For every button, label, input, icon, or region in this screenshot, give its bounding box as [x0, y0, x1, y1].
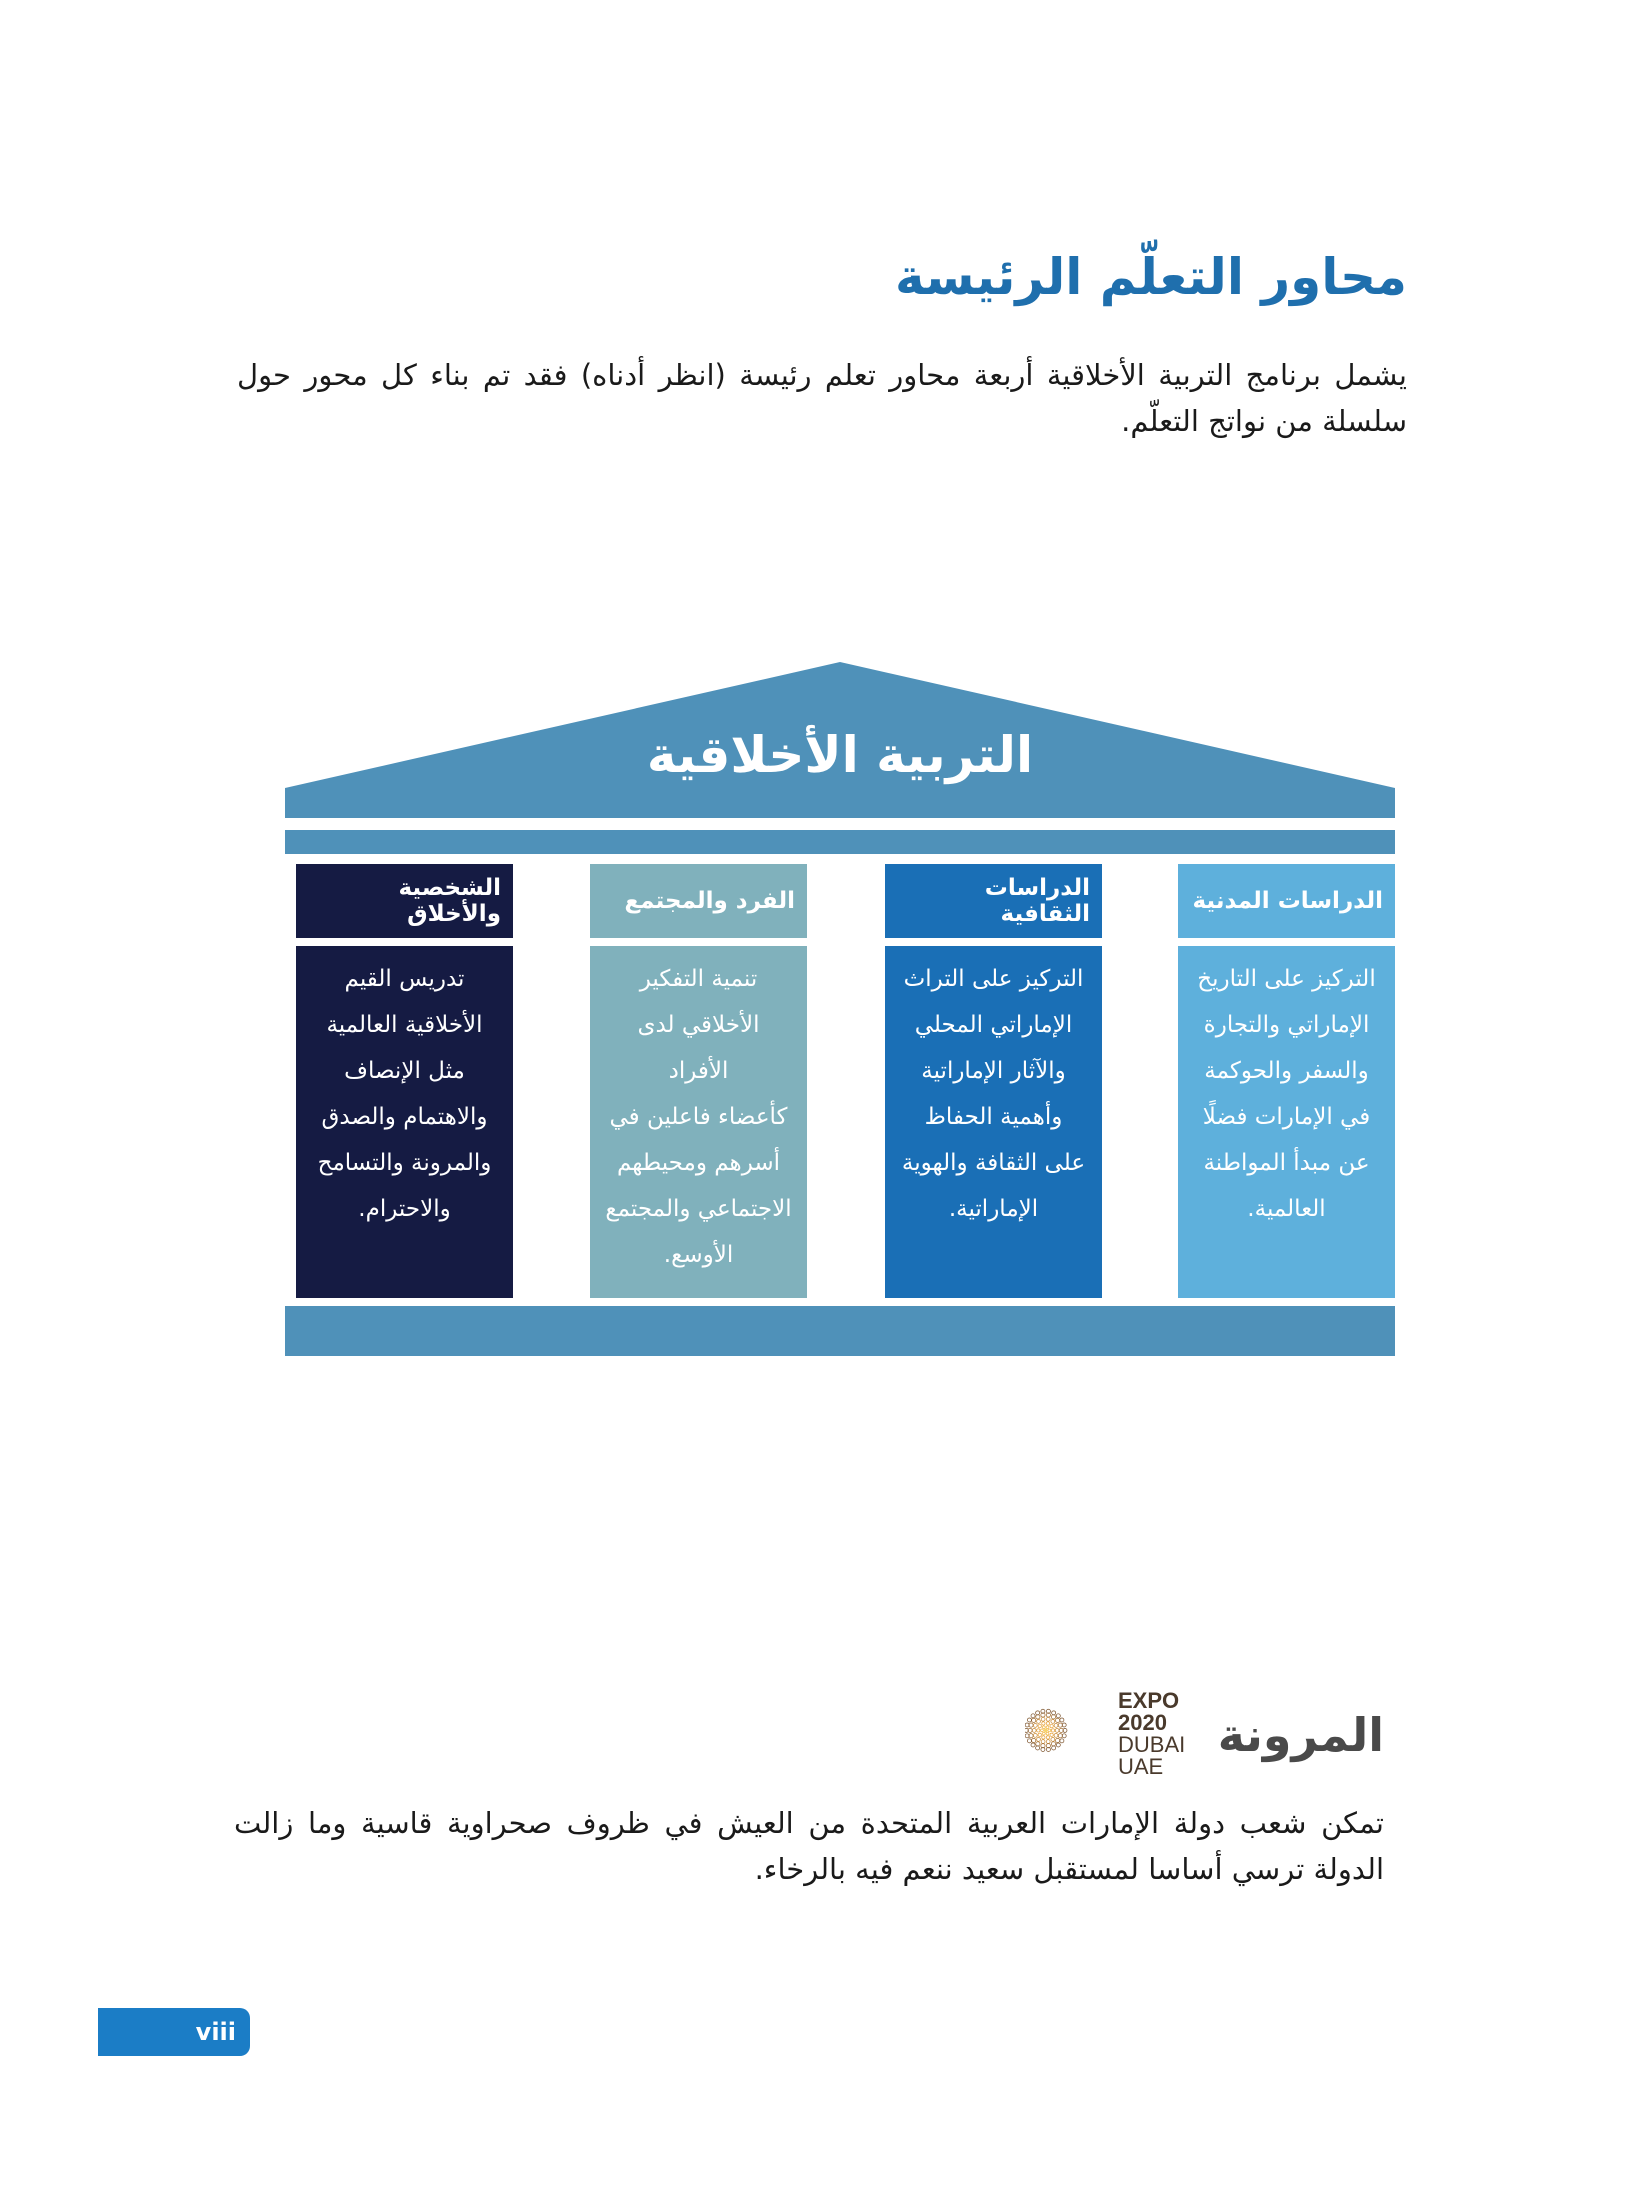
- pillar-description: [1178, 946, 1395, 1298]
- logo-dot: [1046, 1736, 1049, 1739]
- logo-dot: [1031, 1743, 1035, 1747]
- pillar-line: والمرونة والتسامح: [317, 1150, 492, 1176]
- expo-line: EXPO: [1118, 1688, 1180, 1713]
- pillar-heading: الدراسات الثقافية: [885, 864, 1102, 938]
- pillar-line: الإماراتية.: [948, 1196, 1039, 1222]
- pillar-line: عن مبدأ المواطنة: [1203, 1150, 1370, 1176]
- logo-dot: [1032, 1728, 1036, 1732]
- logo-dot: [1041, 1729, 1044, 1732]
- logo-dot: [1055, 1728, 1059, 1732]
- temple-beam: [285, 830, 1395, 854]
- logo-dot: [1033, 1723, 1037, 1727]
- pillar-line: التركيز على التاريخ: [1197, 966, 1376, 992]
- pillar-line: والاحترام.: [358, 1196, 451, 1222]
- logo-dot: [1032, 1718, 1036, 1722]
- pillar-description: [885, 946, 1102, 1298]
- logo-core: [1044, 1729, 1048, 1733]
- pillar-line: تنمية التفكير: [639, 966, 758, 992]
- logo-dot: [1056, 1714, 1060, 1718]
- pillar-description: [590, 946, 807, 1298]
- pillar-line: وأهمية الحفاظ: [924, 1104, 1063, 1130]
- logo-dot: [1051, 1737, 1055, 1741]
- pillar-line: الإماراتي والتجارة: [1203, 1012, 1370, 1038]
- logo-dot: [1060, 1718, 1064, 1722]
- logo-dot: [1036, 1742, 1040, 1746]
- logo-dot: [1042, 1726, 1045, 1729]
- logo-dot: [1046, 1722, 1049, 1725]
- pillar-line: الاجتماعي والمجتمع: [605, 1196, 792, 1222]
- logo-dot: [1037, 1729, 1040, 1732]
- logo-dot: [1033, 1733, 1037, 1737]
- temple-base: [285, 1306, 1395, 1356]
- resilience-paragraph: تمكن شعب دولة الإمارات العربية المتحدة من العيش في ظروف صحراوية قاسية وما زالت الدولة ترسي أساسا لمستقبل سعيد ننعم فيه بالرخاء.: [234, 1806, 1384, 1886]
- logo-dot: [1037, 1720, 1041, 1724]
- pillar-line: مثل الإنصاف: [344, 1058, 465, 1084]
- logo-dot: [1041, 1740, 1045, 1744]
- pillar-character-morality: [296, 864, 513, 1298]
- logo-dot: [1042, 1732, 1045, 1735]
- expo-line: DUBAI: [1118, 1732, 1186, 1757]
- resilience-heading: المرونة: [1217, 1708, 1384, 1762]
- page-number-tab: viii: [98, 2008, 250, 2056]
- logo-dot: [1027, 1718, 1031, 1722]
- logo-dot: [1050, 1724, 1053, 1727]
- pillar-line: في الإمارات فضلًا: [1202, 1104, 1371, 1130]
- logo-dot: [1038, 1724, 1041, 1727]
- expo-line: UAE: [1118, 1754, 1164, 1779]
- logo-dot: [1041, 1717, 1045, 1721]
- pillar-line: الإماراتي المحلي: [914, 1012, 1073, 1038]
- pillar-line: الأخلاقي لدى الأفراد: [637, 1012, 760, 1084]
- pillar-heading: الفرد والمجتمع: [590, 864, 807, 938]
- logo-dot: [1031, 1714, 1035, 1718]
- expo-logo-text: [1118, 1690, 1228, 1778]
- pillar-line: التركيز على التراث: [903, 966, 1084, 992]
- logo-dot: [1052, 1711, 1056, 1715]
- logo-dot: [1046, 1726, 1049, 1729]
- logo-dot: [1036, 1715, 1040, 1719]
- logo-dot: [1037, 1737, 1041, 1741]
- logo-dot: [1054, 1723, 1058, 1727]
- logo-dot: [1054, 1733, 1058, 1737]
- pillar-description: [296, 946, 513, 1298]
- logo-dot: [1051, 1742, 1055, 1746]
- logo-dot: [1046, 1732, 1049, 1735]
- logo-dot: [1038, 1733, 1041, 1736]
- logo-dot: [1032, 1738, 1036, 1742]
- pillar-line: والسفر والحوكمة: [1204, 1058, 1369, 1084]
- expo-line: 2020: [1118, 1710, 1167, 1735]
- pillar-line: تدريس القيم: [344, 966, 465, 992]
- logo-dot: [1056, 1718, 1060, 1722]
- logo-dot: [1060, 1739, 1064, 1743]
- page-title: محاور التعلّم الرئيسة: [894, 248, 1407, 306]
- pillar-line: أسرهم ومحيطهم: [616, 1150, 781, 1176]
- logo-dot: [1046, 1740, 1050, 1744]
- logo-dot: [1051, 1720, 1055, 1724]
- logo-dot: [1052, 1746, 1056, 1750]
- pillar-civic-studies: [1178, 864, 1395, 1298]
- pillar-heading: الدراسات المدنية: [1178, 864, 1395, 938]
- pillar-line: الأوسع.: [663, 1242, 734, 1268]
- intro-paragraph: يشمل برنامج التربية الأخلاقية أربعة محاور تعلم رئيسة (انظر أدناه) فقد تم بناء كل محور حول سلسلة من نواتج التعلّم.: [237, 358, 1407, 438]
- logo-dot: [1036, 1711, 1040, 1715]
- logo-dot: [1051, 1715, 1055, 1719]
- roof-title: التربية الأخلاقية: [646, 726, 1034, 784]
- logo-dot: [1046, 1717, 1050, 1721]
- logo-dot: [1048, 1729, 1051, 1732]
- pillar-individual-community: [590, 864, 807, 1298]
- logo-dot: [1042, 1722, 1045, 1725]
- logo-dot: [1056, 1738, 1060, 1742]
- logo-dot: [1050, 1733, 1053, 1736]
- logo-dot: [1027, 1739, 1031, 1743]
- pillar-line: الأخلاقية العالمية: [326, 1012, 483, 1038]
- logo-dot: [1051, 1729, 1054, 1732]
- pillar-line: والآثار الإماراتية: [921, 1058, 1066, 1084]
- logo-dot: [1036, 1746, 1040, 1750]
- logo-dot: [1042, 1736, 1045, 1739]
- moral-education-temple-diagram: [285, 658, 1395, 1358]
- pillar-cultural-studies: [885, 864, 1102, 1298]
- pillar-line: على الثقافة والهوية: [901, 1150, 1086, 1176]
- pillar-line: والاهتمام والصدق: [321, 1104, 488, 1130]
- pillar-heading: الشخصية والأخلاق: [296, 864, 513, 938]
- expo-2020-sun-logo-icon: [1025, 1690, 1115, 1780]
- pillar-line: العالمية.: [1247, 1196, 1326, 1222]
- pillar-line: كأعضاء فاعلين في: [609, 1104, 788, 1130]
- logo-dot: [1056, 1743, 1060, 1747]
